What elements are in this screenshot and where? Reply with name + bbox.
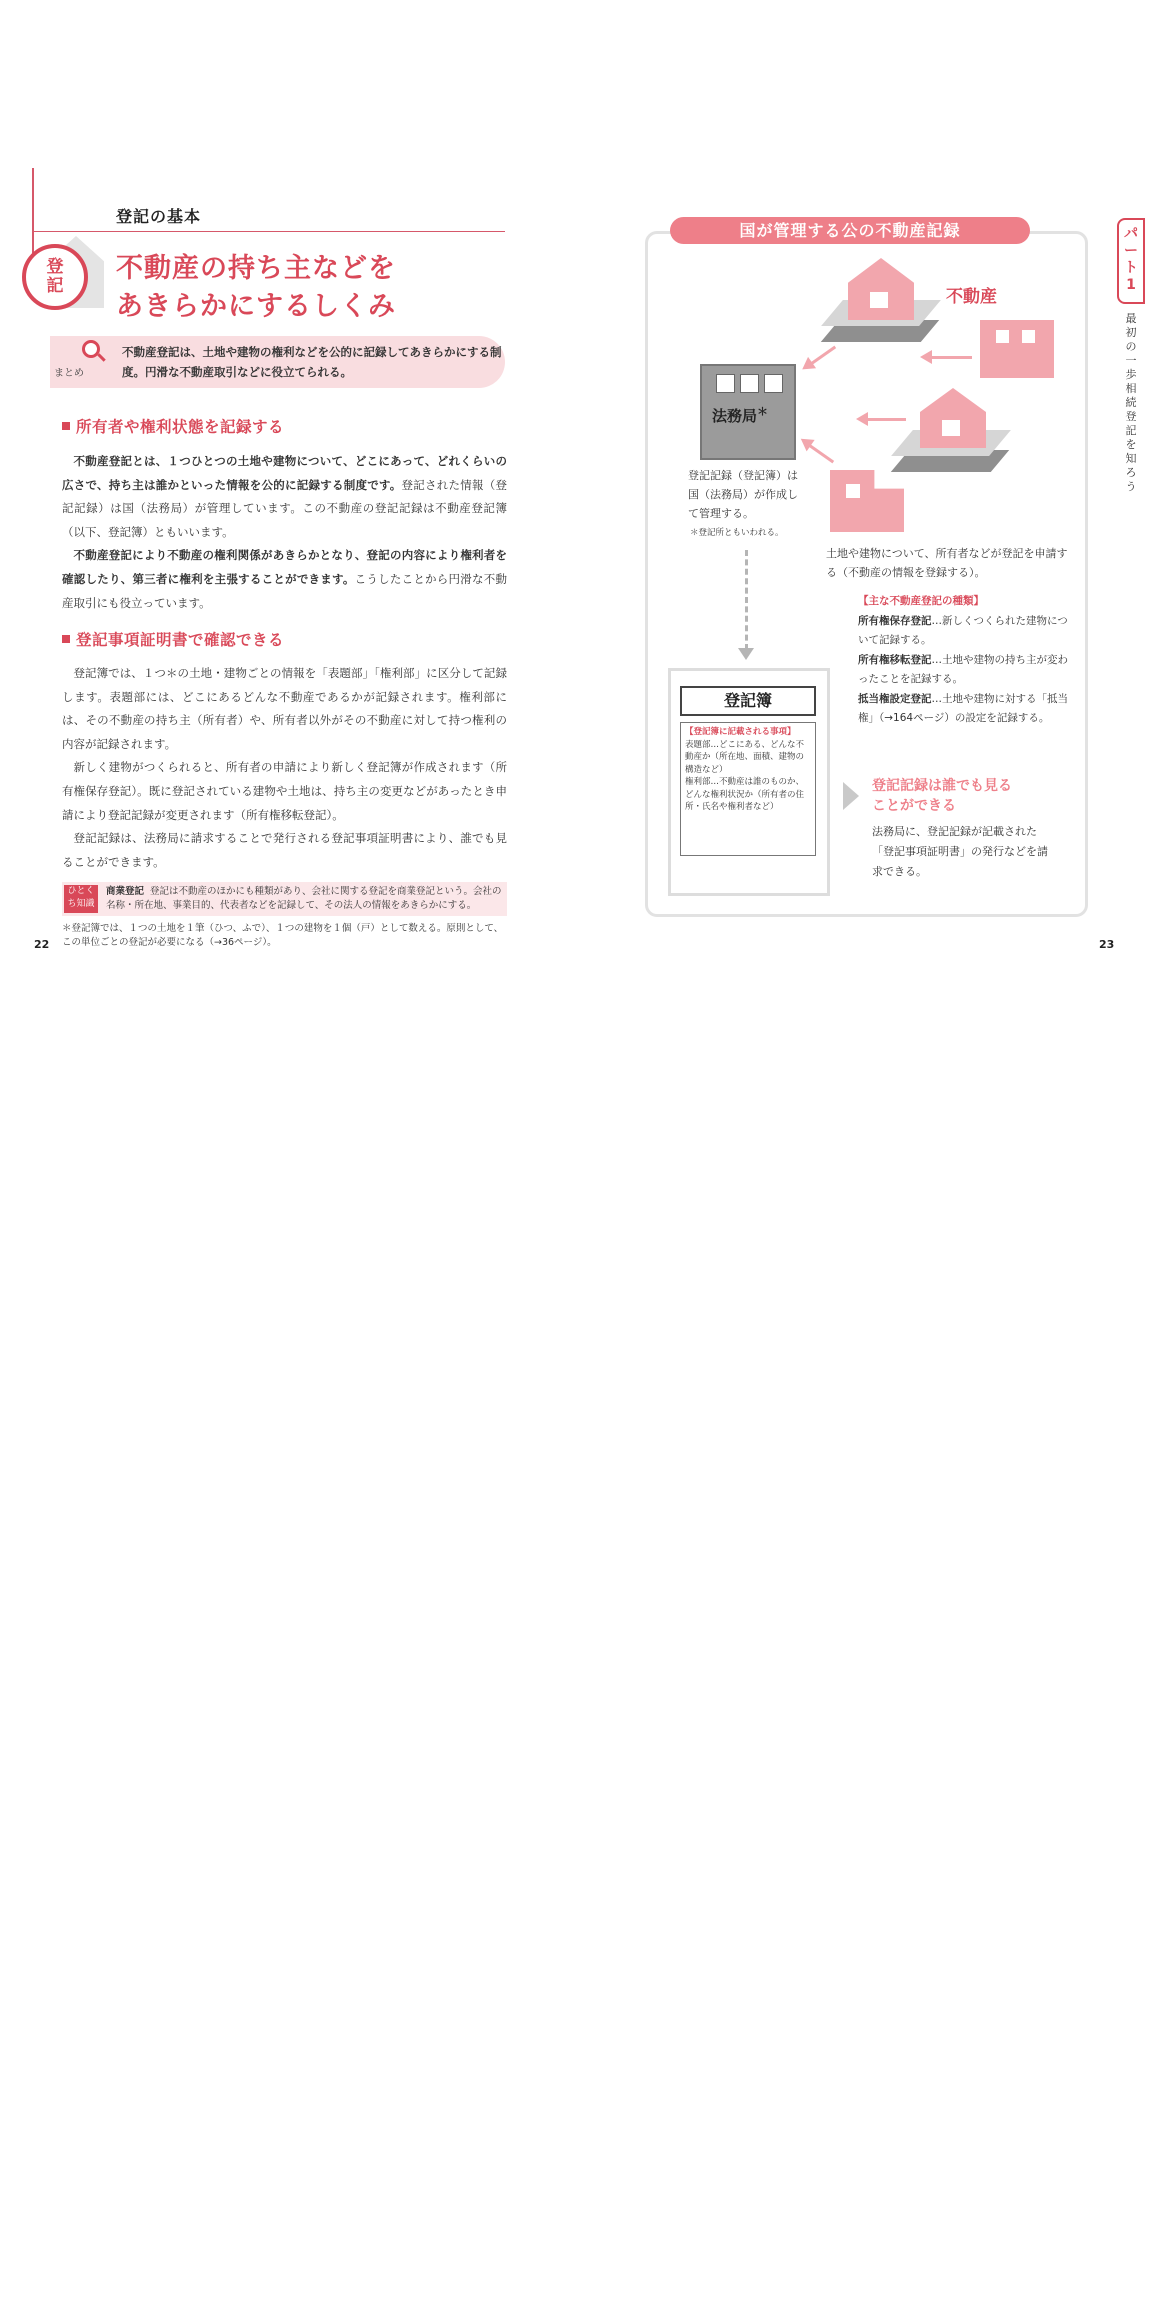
ledger-item-title-section: 表題部…どこにある、どんな不動産か（所在地、面積、建物の構造など） — [685, 739, 805, 775]
office-label — [712, 403, 768, 426]
ledger-item-rights-section: 権利部…不動産は誰のものか、どんな権利状況か（所有者の住所・氏名や権利者など） — [685, 777, 805, 812]
type-term: 抵当権設定登記 — [858, 692, 932, 705]
body-section1 — [62, 450, 507, 615]
apply-note: 土地や建物について、所有者などが登記を申請する（不動産の情報を登録する）。 — [826, 547, 1068, 579]
paragraph — [62, 544, 507, 615]
registration-types — [858, 592, 1070, 729]
registration-type-item — [858, 651, 1070, 690]
footnote: ＊登記簿では、１つの土地を１筆（ひつ、ふで）、１つの建物を１個（戸）として数える。原則として、この単位ごとの登記が必要になる（→36ページ）。 — [62, 923, 504, 948]
part-side-text: 最初の一歩 相続登記を知ろう — [1125, 312, 1148, 493]
type-desc: …土地や建物に対する「抵当権」（→164ページ）の設定を記録する。 — [858, 692, 1068, 724]
paragraph-rest: 登記された情報（登記記録）は国（法務局）が管理しています。この不動産の登記記録は不動産登記簿（以下、登記簿）ともいいます。 — [62, 477, 507, 539]
ledger-heading: 【登記簿に記載される事項】 — [685, 727, 796, 737]
real-estate-label: 不動産 — [946, 287, 997, 307]
view-heading: 登記記録は誰でも見ることができる — [872, 778, 1012, 814]
view-text: 法務局に、登記記録が記載された「登記事項証明書」の発行などを請求できる。 — [872, 825, 1048, 878]
page-rule-horizontal — [32, 231, 505, 232]
part-tab — [1117, 218, 1145, 304]
page-number-right: 23 — [1099, 938, 1115, 951]
window — [740, 374, 759, 393]
window — [846, 484, 860, 498]
ledger-contents — [680, 722, 816, 856]
triangle-pointer-icon — [843, 782, 859, 810]
ledger-title: 登記簿 — [680, 686, 816, 716]
bullet-square-icon — [62, 635, 70, 643]
mini-knowledge-body: 登記は不動産のほかにも種類があり、会社に関する登記を商業登記という。会社の名称・所在地、事業目的、代表者などを記録して、その法人の情報をあきらかにする。 — [106, 886, 502, 911]
stamp-text: 登記 — [46, 257, 64, 296]
type-desc: …土地や建物の持ち主が変わったことを記録する。 — [858, 653, 1068, 685]
registration-type-item — [858, 690, 1070, 729]
window — [1022, 330, 1035, 343]
type-term: 所有権移転登記 — [858, 653, 932, 666]
section-label: 登記の基本 — [116, 207, 202, 226]
heading-certificate — [62, 628, 284, 650]
window — [764, 374, 783, 393]
arrow-down-icon — [738, 648, 754, 660]
mini-knowledge-tag: ひとくち知識 — [64, 885, 98, 913]
bullet-square-icon — [62, 422, 70, 430]
paragraph-rest: こうしたことから円滑な不動産取引にも役立っています。 — [62, 571, 508, 610]
record-footnote: ＊登記所ともいわれる。 — [690, 528, 784, 538]
body-section2 — [62, 662, 507, 874]
heading-records-text: 所有者や権利状態を記録する — [76, 418, 285, 436]
paragraph-bold: 不動産登記により不動産の権利関係があきらかとなり、登記の内容により権利者を確認したり、第三者に権利を主張することができます。 — [62, 548, 507, 586]
mini-knowledge-term: 商業登記 — [106, 886, 145, 897]
page-title-line2: あきらかにするしくみ — [116, 291, 396, 322]
registration-type-item — [858, 612, 1070, 651]
type-term: 所有権保存登記 — [858, 614, 932, 627]
right-page — [0, 1150, 575, 2300]
stamp-icon — [22, 244, 88, 310]
mini-knowledge-text — [106, 885, 504, 913]
diagram-title: 国が管理する公の不動産記録 — [670, 217, 1030, 244]
office-label-text: 法務局 — [712, 407, 758, 425]
page-number-left: 22 — [34, 938, 50, 951]
window — [942, 420, 960, 436]
office-mark: ＊ — [757, 405, 769, 418]
record-note: 登記記録（登記簿）は国（法務局）が作成して管理する。 — [688, 469, 798, 520]
heading-certificate-text: 登記事項証明書で確認できる — [76, 631, 285, 649]
dashed-connector — [745, 550, 748, 650]
left-page — [0, 0, 575, 1150]
paragraph: 登記簿では、１つ＊の土地・建物ごとの情報を「表題部」「権利部」に区分して記録します。表題部には、どこにあるどんな不動産であるかが記録されます。権利部には、その不動産の持ち主（所有者）や、所有者以外がその不動産に対して持つ権利の内容が記録されます。 — [62, 666, 507, 751]
part-tab-label: パート1 — [1124, 226, 1138, 293]
summary-text: 不動産登記は、土地や建物の権利などを公的に記録してあきらかにする制度。円滑な不動産取引などに役立てられる。 — [122, 345, 502, 379]
summary-tag: まとめ — [54, 368, 84, 379]
arrow-left-icon — [866, 418, 906, 421]
page-title-line1: 不動産の持ち主などを — [116, 253, 396, 284]
window — [716, 374, 735, 393]
registration-types-heading: 【主な不動産登記の種類】 — [858, 595, 984, 607]
window — [870, 292, 888, 308]
building-icon — [980, 320, 1054, 378]
heading-records — [62, 415, 284, 437]
paragraph: 登記記録は、法務局に請求することで発行される登記事項証明書により、誰でも見ることができます。 — [62, 831, 507, 869]
paragraph — [62, 450, 507, 544]
paragraph: 新しく建物がつくられると、所有者の申請により新しく登記簿が作成されます（所有権保存登記）。既に登記されている建物や土地は、持ち主の変更などがあったとき申請により登記記録が変更されます（所有権移転登記）。 — [62, 760, 507, 822]
window — [996, 330, 1009, 343]
arrow-left-icon — [930, 356, 972, 359]
paragraph-bold: 不動産登記とは、１つひとつの土地や建物について、どこにあって、どれくらいの広さで、持ち主は誰かといった情報を公的に記録する制度です。 — [62, 454, 507, 492]
type-desc: …新しくつくられた建物について記録する。 — [858, 614, 1068, 646]
